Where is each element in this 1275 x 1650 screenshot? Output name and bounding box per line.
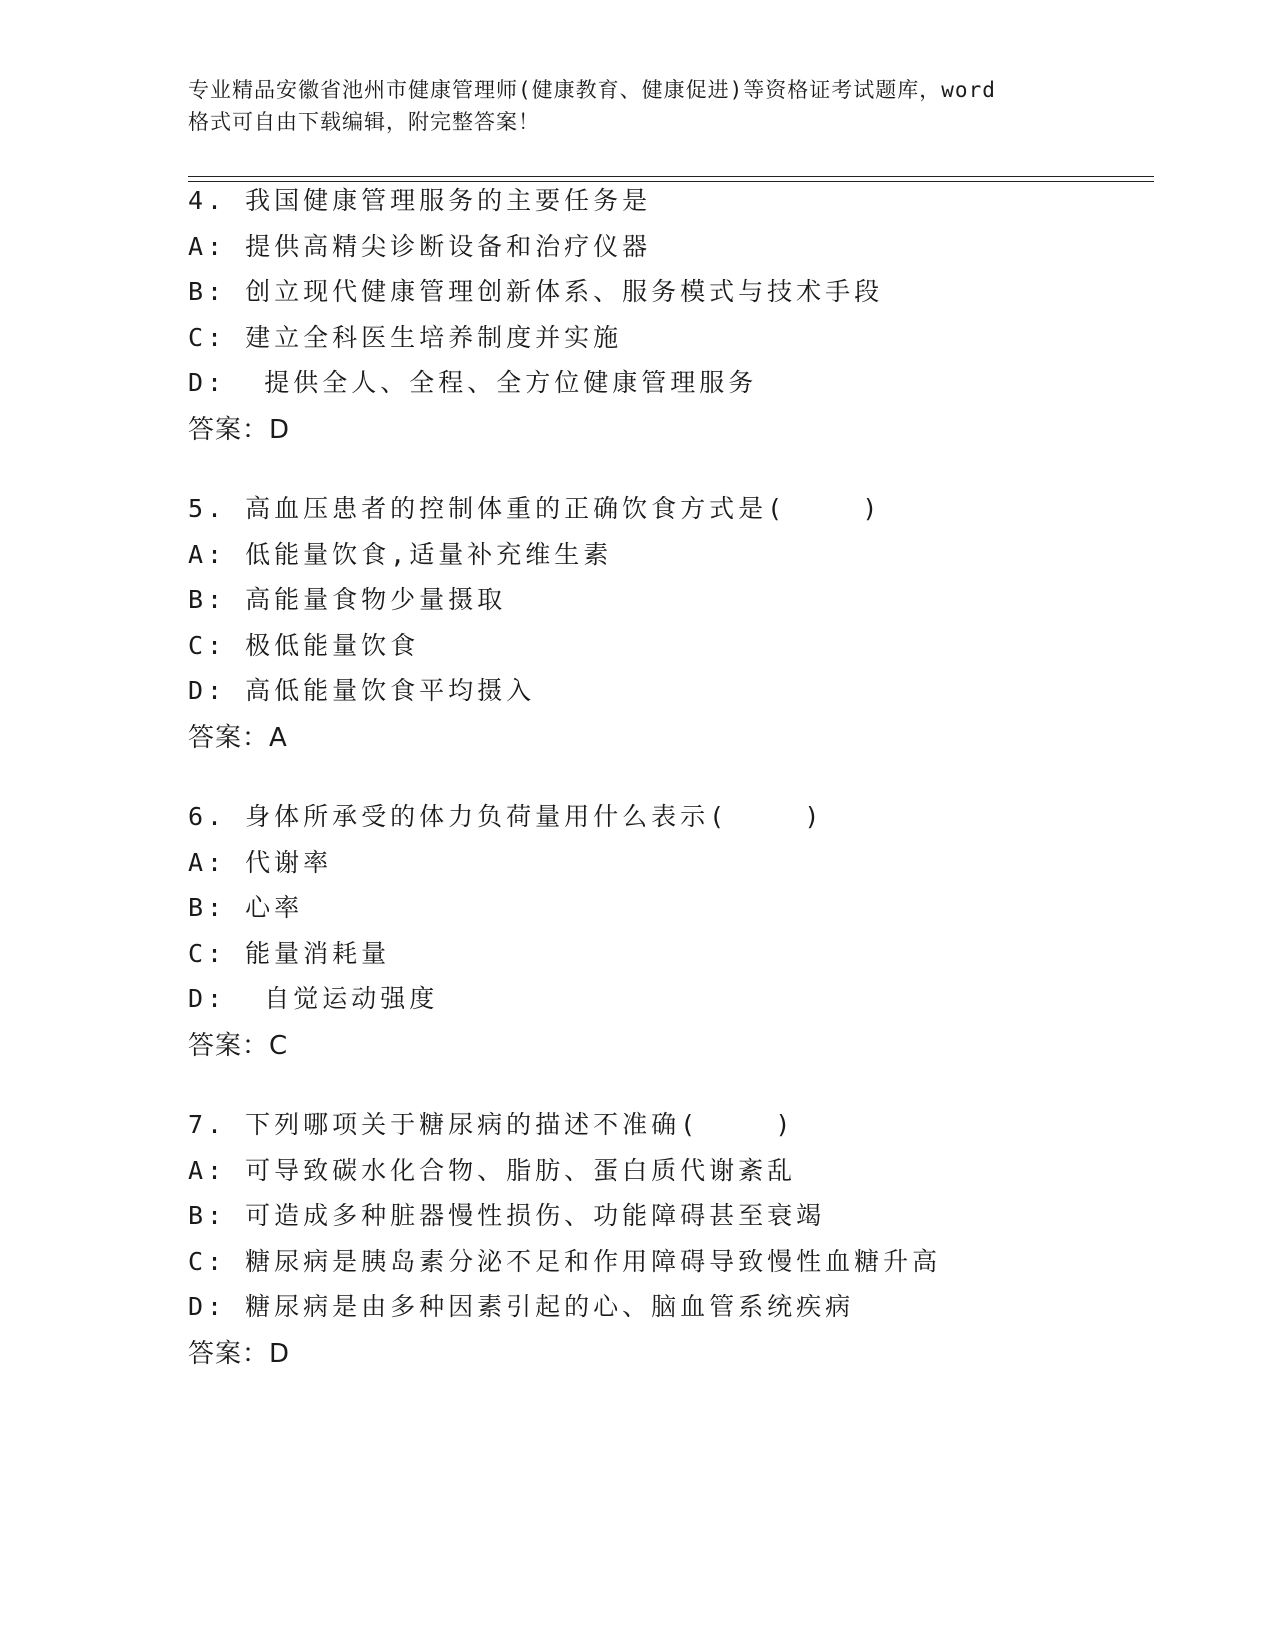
- header-line-2: 格式可自由下载编辑，附完整答案！: [188, 110, 540, 134]
- question-stem: 5. 高血压患者的控制体重的正确饮食方式是( ): [188, 494, 882, 523]
- option-d: D: 糖尿病是由多种因素引起的心、脑血管系统疾病: [188, 1292, 855, 1321]
- option-b: B: 可造成多种脏器慢性损伤、功能障碍甚至衰竭: [188, 1201, 826, 1230]
- option-a: A: 低能量饮食,适量补充维生素: [188, 539, 613, 569]
- option-b: B: 高能量食物少量摄取: [188, 585, 507, 614]
- question-7: [188, 1102, 1148, 1377]
- option-a: A: 提供高精尖诊断设备和治疗仪器: [188, 231, 652, 261]
- question-stem: 7. 下列哪项关于糖尿病的描述不准确( ): [188, 1110, 795, 1139]
- answer-key: 答案：C: [188, 1030, 289, 1061]
- answer-key: 答案：D: [188, 1338, 291, 1369]
- option-a: A: 可导致碳水化合物、脂肪、蛋白质代谢紊乱: [188, 1155, 797, 1185]
- option-c: C: 极低能量饮食: [188, 630, 420, 660]
- question-stem: 4. 我国健康管理服务的主要任务是: [188, 186, 652, 215]
- question-stem: 6. 身体所承受的体力负荷量用什么表示( ): [188, 802, 824, 831]
- question-4: [188, 178, 1148, 453]
- answer-key: 答案：A: [188, 722, 288, 753]
- option-d: D: 自觉运动强度: [188, 984, 439, 1013]
- option-d: D: 提供全人、全程、全方位健康管理服务: [188, 368, 758, 397]
- option-b: B: 心率: [188, 893, 304, 922]
- header-line-1: 专业精品安徽省池州市健康管理师(健康教育、健康促进)等资格证考试题库，word: [188, 78, 996, 102]
- question-5: [188, 486, 1148, 761]
- question-6: [188, 794, 1148, 1069]
- option-c: C: 糖尿病是胰岛素分泌不足和作用障碍导致慢性血糖升高: [188, 1246, 942, 1276]
- option-c: C: 建立全科医生培养制度并实施: [188, 322, 623, 352]
- option-d: D: 高低能量饮食平均摄入: [188, 676, 536, 705]
- option-b: B: 创立现代健康管理创新体系、服务模式与技术手段: [188, 277, 884, 306]
- document-header: [188, 74, 1108, 138]
- option-c: C: 能量消耗量: [188, 938, 391, 968]
- option-a: A: 代谢率: [188, 847, 333, 877]
- answer-key: 答案：D: [188, 414, 291, 445]
